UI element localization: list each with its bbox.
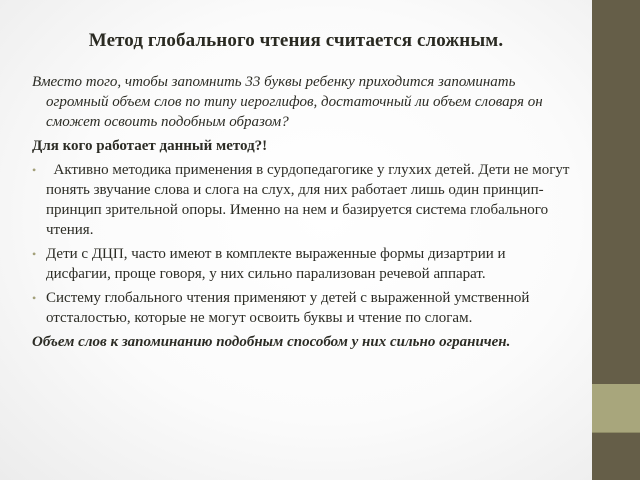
bullet-item — [32, 160, 572, 240]
intro-paragraph: Вместо того, чтобы запомнить 33 буквы ребенку приходится запоминать огромный объем слов по типу иероглифов, достаточный ли объем словаря он сможет освоить подобным образом? — [32, 74, 543, 130]
question-heading: Для кого работает данный метод?! — [32, 138, 268, 154]
conclusion-paragraph: Объем слов к запоминанию подобным способом у них сильно ограничен. — [32, 334, 511, 350]
slide-title: Метод глобального чтения считается сложным. — [88, 30, 504, 51]
bullet-text: Дети с ДЦП, часто имеют в комплекте выраженные формы дизартрии и дисфагии, проще говоря, у них сильно парализован речевой аппарат. — [46, 246, 506, 282]
slide-body — [32, 72, 572, 356]
bullet-icon: • — [32, 291, 37, 305]
bullet-text: Активно методика применения в сурдопедагогике у глухих детей. Дети не могут понять звучание слова и слога на слух, для них работает лишь один принцип- принцип зрительной опоры. Именно на нем и базируется система глобального чтения. — [46, 162, 574, 238]
bullet-icon: • — [32, 163, 37, 177]
bullet-text: Систему глобального чтения применяют у детей с выраженной умственной отсталостью, которые не могут освоить буквы и чтение по слогам. — [46, 290, 530, 326]
bullet-icon: • — [32, 247, 37, 261]
decorative-sidebar-accent — [592, 384, 640, 433]
bullet-item — [32, 288, 572, 328]
bullet-item — [32, 244, 572, 284]
